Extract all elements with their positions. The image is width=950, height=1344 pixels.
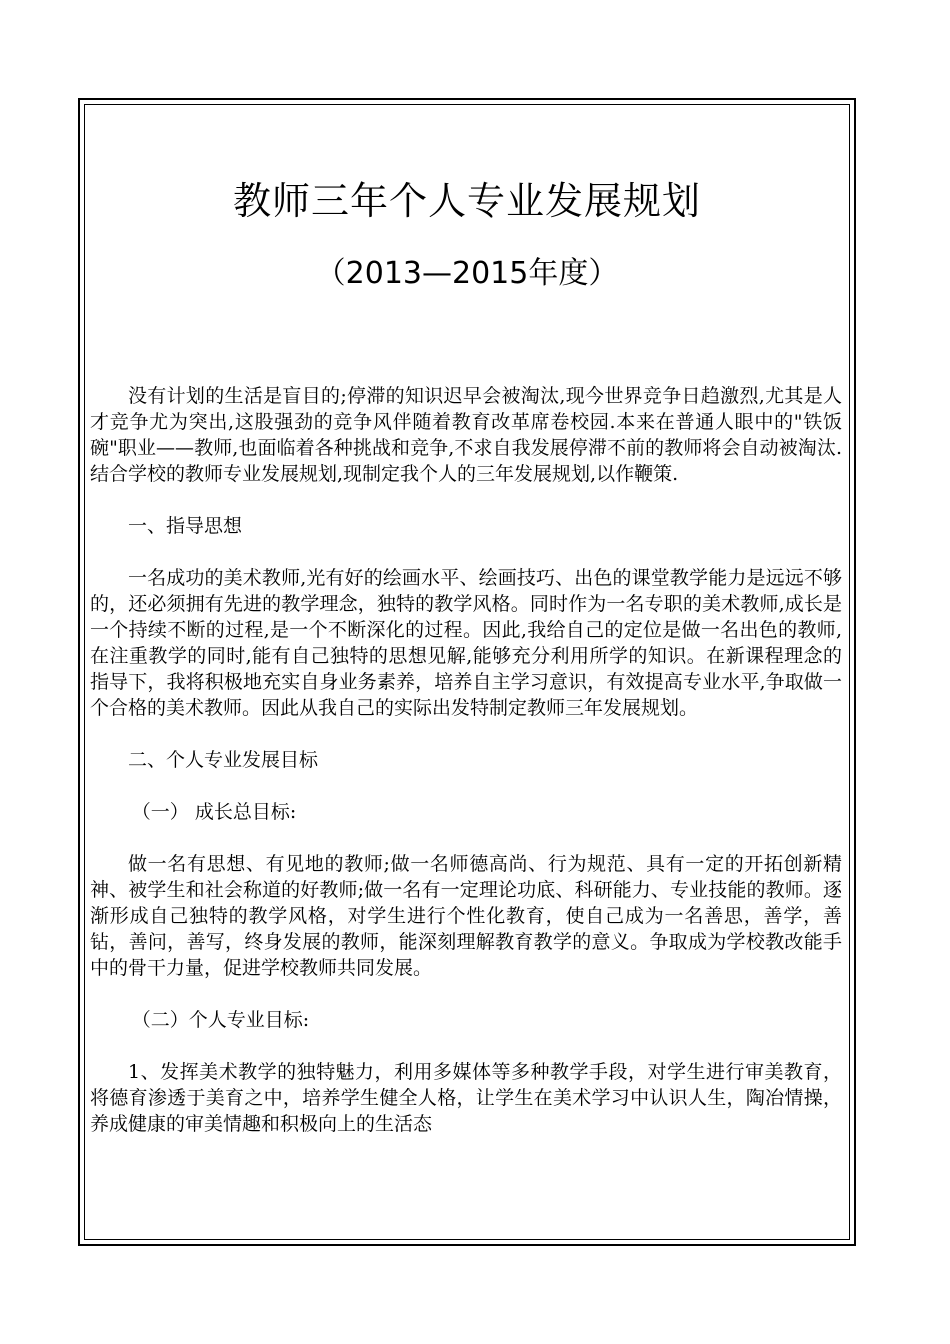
document-title: 教师三年个人专业发展规划 <box>232 179 701 223</box>
sub1-heading: （一） 成长总目标: <box>131 801 297 823</box>
intro-paragraph: 没有计划的生活是盲目的;停滞的知识迟早会被淘汰,现今世界竞争日趋激烈,尤其是人才竞争尤为突出,这股强劲的竞争风伴随着教育改革席卷校园.本来在普通人眼中的"铁饭碗"职业——教师,也面临着各种挑战和竞争,不求自我发展停滞不前的教师将会自动被淘汰.结合学校的教师专业发展规划,现制定我个人的三年发展规划,以作鞭策. <box>90 385 842 485</box>
section1-heading: 一、指导思想 <box>128 515 243 537</box>
section1-paragraph: 一名成功的美术教师,光有好的绘画水平、绘画技巧、出色的课堂教学能力是远远不够的，还必须拥有先进的教学理念，独特的教学风格。同时作为一名专职的美术教师,成长是一个持续不断的过程,是一个不断深化的过程。因此,我给自己的定位是做一名出色的教师,在注重教学的同时,能有自己独特的思想见解,能够充分利用所学的知识。在新课程理念的指导下，我将积极地充实自身业务素养，培养自主学习意识，有效提高专业水平,争取做一个合格的美术教师。因此从我自己的实际出发特制定教师三年发展规划。 <box>90 567 842 719</box>
sub2-heading: （二）个人专业目标: <box>131 1009 310 1031</box>
sub1-paragraph: 做一名有思想、有见地的教师;做一名师德高尚、行为规范、具有一定的开拓创新精神、被学生和社会称道的好教师;做一名有一定理论功底、科研能力、专业技能的教师。逐渐形成自己独特的教学风格，对学生进行个性化教育，使自己成为一名善思，善学，善钻，善问，善写，终身发展的教师，能深刻理解教育教学的意义。争取成为学校教改能手中的骨干力量，促进学校教师共同发展。 <box>90 853 842 979</box>
sub2-paragraph: 1、发挥美术教学的独特魅力，利用多媒体等多种教学手段，对学生进行审美教育，将德育渗透于美育之中，培养学生健全人格，让学生在美术学习中认识人生，陶冶情操，养成健康的审美情趣和积极向上的生活态 <box>90 1061 842 1135</box>
document-subtitle: （2013—2015年度） <box>315 256 619 291</box>
section2-heading: 二、个人专业发展目标 <box>128 749 319 771</box>
document-body <box>90 383 842 1137</box>
